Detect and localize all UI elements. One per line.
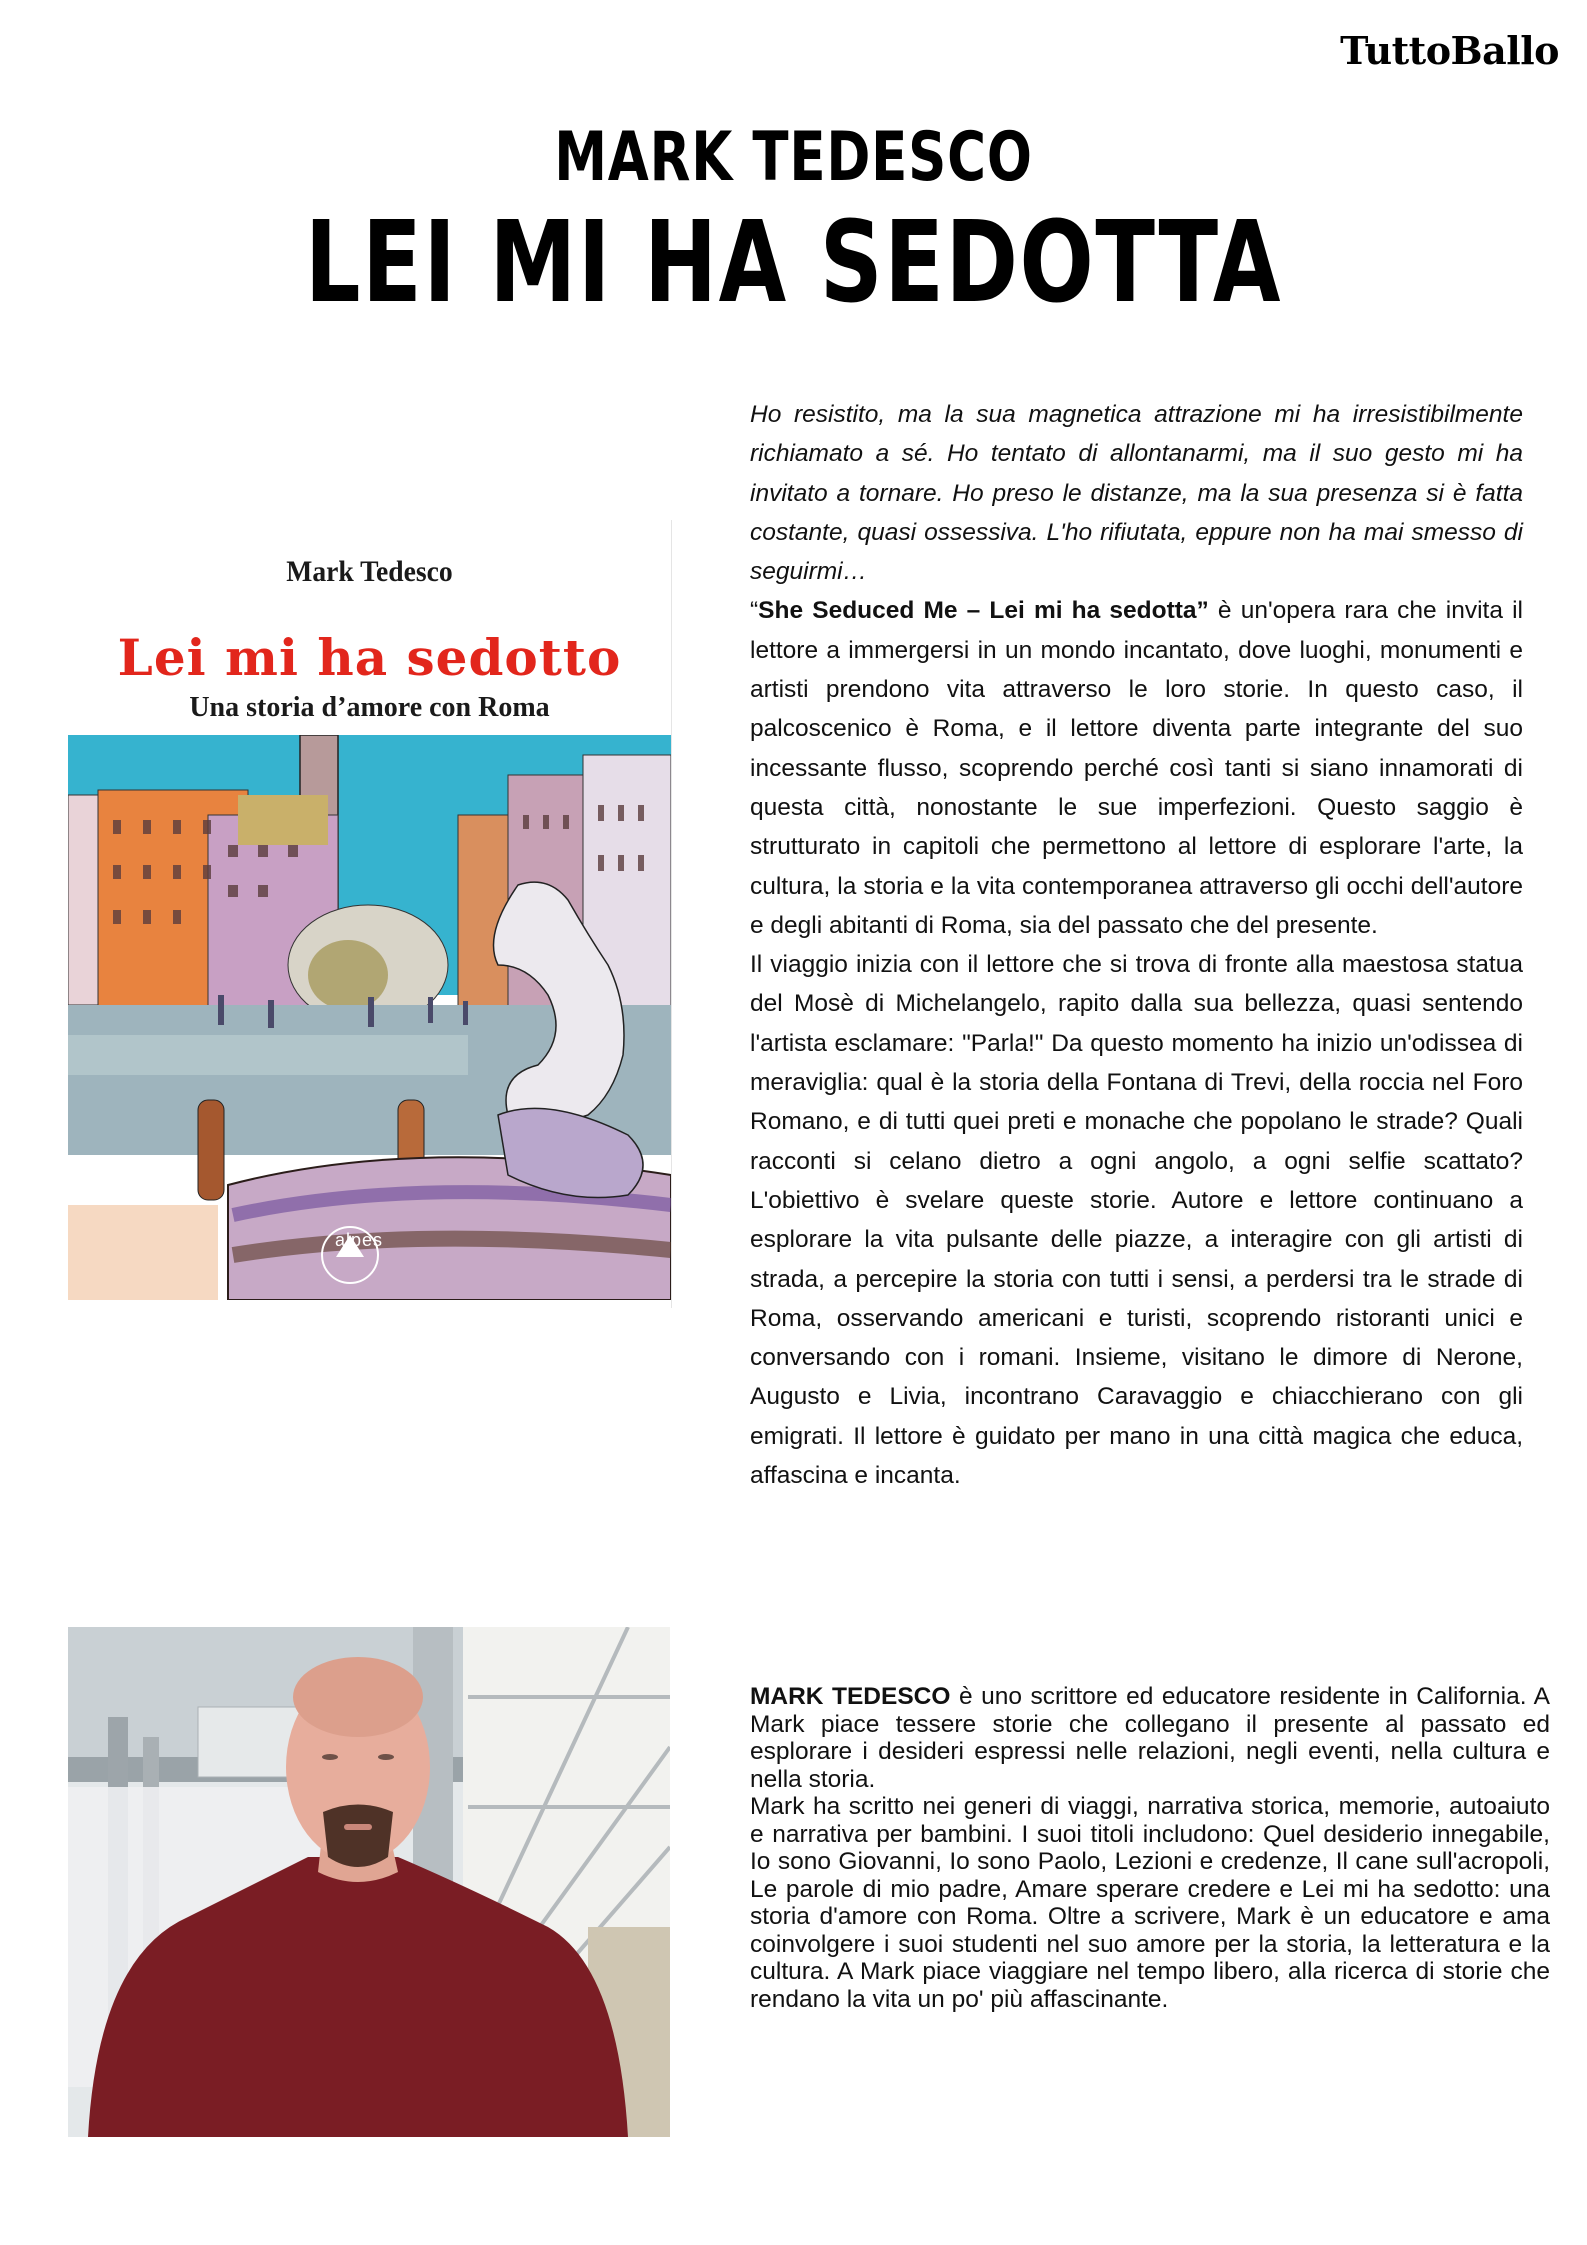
- book-synopsis: [750, 395, 1523, 1495]
- open-quote-mark: “: [750, 597, 759, 625]
- book-title-bold: She Seduced Me – Lei mi ha sedotta”: [758, 597, 1209, 625]
- synopsis-paragraph-2: Il viaggio inizia con il lettore che si trova di fronte alla maestosa statua del Mosè di Michelangelo, rapito dalla sua bellezza, quasi sentendo l'artista esclamare: "Parla!" Da questo momento ha inizio un'odissea di meraviglia: qual è la storia della Fontana di Trevi, della roccia nel Foro Romano, e di tutti quei preti e monache che popolano le strade? Quali racconti si celano dietro a ogni angolo, a ogni selfie scattato? L'obiettivo è svelare queste storie. Autore e lettore continuano a esplorare la vita pulsante delle piazze, a interagire con gli artisti di strada, a percepire la storia con tutti i sensi, a perdersi tra le strade di Roma, osservando americani e turisti, scoprendo ristoranti unici e conversando con i romani. Insieme, visitano le dimore di Nerone, Augusto e Livia, incontrano Caravaggio e chiacchierano con gli emigrati. Il lettore è guidato per mano in una città magica che educa, affascina e incanta.: [750, 951, 1523, 1490]
- bio-paragraph-1-text: è uno scrittore ed educatore residente in California. A Mark piace tessere storie che collegano il presente al passato ed esplorare i desideri espressi nelle relazioni, negli eventi, nella cultura e nella storia.: [750, 1683, 1550, 1793]
- author-bio: [750, 1683, 1550, 2013]
- author-name-bold: MARK TEDESCO: [750, 1683, 951, 1710]
- bio-paragraph-2: Mark ha scritto nei generi di viaggi, narrativa storica, memorie, autoaiuto e narrativa per bambini. I suoi titoli includono: Quel desiderio innegabile, Io sono Giovanni, Io sono Paolo, Lezioni e credenze, Il cane sull'acropoli, Le parole di mio padre, Amare sperare credere e Lei mi ha sedotto: una storia d'amore con Roma. Oltre a scrivere, Mark è un educatore e ama coinvolgere i suoi studenti nel suo amore per la storia, la letteratura e la cultura. A Mark piace viaggiare nel tempo libero, alla ricerca di storie che rendano la vita un po' più affascinante.: [750, 1793, 1550, 2013]
- cover-author: Mark Tedesco: [286, 555, 453, 588]
- magazine-logo: TuttoBallo: [1340, 28, 1559, 73]
- author-photo: [68, 1627, 670, 2137]
- cover-subtitle: Una storia d’amore con Roma: [189, 692, 550, 723]
- synopsis-paragraph-1-text: è un'opera rara che invita il lettore a immergersi in un mondo incantato, dove luoghi, monumenti e artisti prendono vita attraverso le loro storie. In questo caso, il palcoscenico è Roma, e il lettore diventa parte integrante del suo incessante flusso, scoprendo perché così tanti si siano innamorati di questa città, nonostante le sue imperfezioni. Questo saggio è strutturato in capitoli che permettono al lettore di esplorare l'arte, la cultura, la storia e la vita contemporanea attraverso gli occhi dell'autore e degli abitanti di Roma, sia del passato che del presente.: [750, 597, 1523, 939]
- book-title-heading: LEI MI HA SEDOTTA: [304, 198, 1283, 328]
- cover-title: Lei mi ha sedotto: [117, 628, 622, 687]
- cover-illustration: [68, 735, 671, 1300]
- synopsis-paragraph-1: [750, 591, 1523, 945]
- book-cover-image: [68, 520, 672, 1308]
- opening-quote: Ho resistito, ma la sua magnetica attrazione mi ha irresistibilmente richiamato a sé. Ho tentato di allontanarmi, ma il suo gesto mi ha invitato a tornare. Ho preso le distanze, ma la sua presenza si è fatta costante, quasi ossessiva. L'ho rifiutata, eppure non ha mai smesso di seguirmi…: [750, 401, 1523, 586]
- bio-paragraph-1: [750, 1683, 1550, 1793]
- author-heading: MARK TEDESCO: [554, 118, 1033, 197]
- publisher-logo: alpes: [335, 1230, 384, 1250]
